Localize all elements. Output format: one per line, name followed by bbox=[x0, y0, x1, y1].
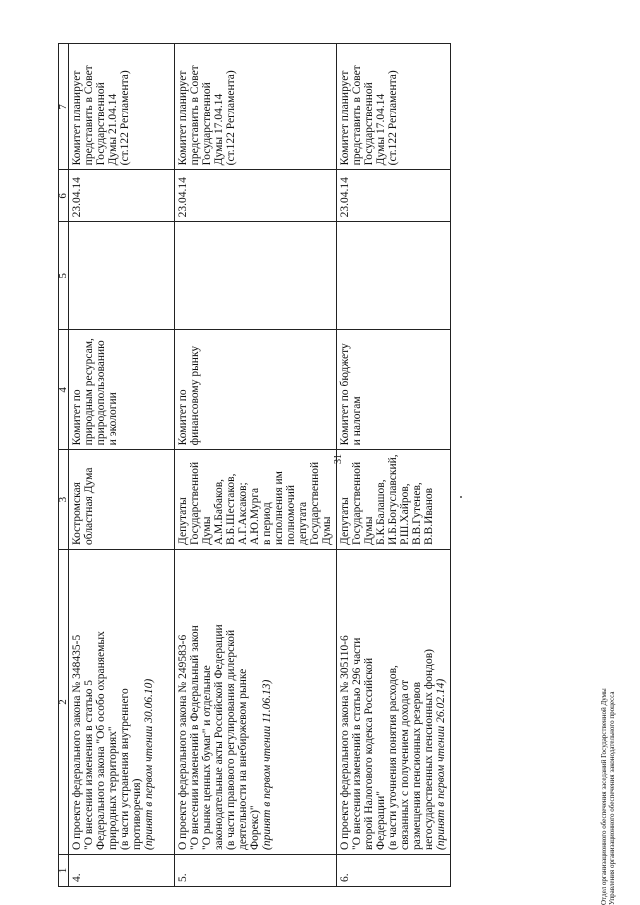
header-col-5: 5 bbox=[59, 222, 69, 330]
initiator-line: депутата bbox=[297, 501, 309, 545]
committee-note-line: Комитет планирует bbox=[339, 70, 351, 166]
scan-dot bbox=[460, 496, 462, 498]
bill-description-line: (в части уточнения понятия расходов, bbox=[387, 665, 399, 850]
committee-note-line: представить в Совет bbox=[189, 65, 201, 166]
bill-description-line: "О внесении изменений в статью 296 части bbox=[351, 637, 363, 850]
committee-note-line: Думы 17.04.14 bbox=[375, 93, 387, 166]
committee-line: Комитет по бюджету bbox=[339, 343, 351, 446]
footer bbox=[600, 688, 616, 905]
committee-note-line: Комитет планирует bbox=[177, 70, 189, 166]
committee-line: и налогам bbox=[351, 396, 363, 446]
row-number: 4. bbox=[69, 855, 175, 887]
committee bbox=[337, 330, 451, 450]
committee-line: природным ресурсам, bbox=[83, 338, 95, 446]
committee-note-line: Думы 17.04.14 bbox=[213, 93, 225, 166]
bill-description-line: "О рынке ценных бумаг" и отдельные bbox=[201, 665, 213, 850]
header-col-3: 3 bbox=[59, 450, 69, 550]
date: 23.04.14 bbox=[69, 170, 175, 222]
initiator-line: В.Б.Шестаков, bbox=[225, 473, 237, 545]
initiator-line: А.Г.Аксаков; bbox=[237, 482, 249, 545]
initiator-line: В.В.Гутенев, bbox=[411, 482, 423, 545]
bill-description-line: второй Налогового кодекса Российской bbox=[363, 657, 375, 850]
initiator bbox=[69, 450, 175, 550]
committee-note-line: (ст.122 Регламента) bbox=[225, 70, 237, 166]
committee-note-line: Думы 21.04.14 bbox=[107, 93, 119, 166]
initiator-line: А.М.Бабаков, bbox=[213, 478, 225, 545]
row-number: 5. bbox=[175, 855, 337, 887]
table-row bbox=[337, 44, 451, 887]
first-reading-note: (принят в первом чтении 30.06.10) bbox=[143, 678, 155, 850]
initiator-line: Государственной bbox=[309, 461, 321, 545]
bill-description bbox=[175, 550, 337, 855]
initiator bbox=[337, 450, 451, 550]
col-5-empty bbox=[175, 222, 337, 330]
bill-description-line: О проекте федерального закона № 348435-5 bbox=[71, 634, 83, 850]
committee-line: природопользованию bbox=[95, 340, 107, 446]
initiator-line: Р.Ш.Хайров, bbox=[399, 483, 411, 545]
table-row bbox=[69, 44, 175, 887]
bill-description-line: законодательные акты Российской Федерации bbox=[213, 624, 225, 850]
header-row bbox=[59, 44, 69, 887]
bill-description bbox=[69, 550, 175, 855]
header-col-4: 4 bbox=[59, 330, 69, 450]
page-number: 31 bbox=[333, 454, 344, 464]
bill-description-line: (в части правового регулирования дилерской bbox=[225, 629, 237, 850]
footer-line: Управления организационного обеспечения законодательного процесса bbox=[608, 691, 616, 905]
committee-note bbox=[69, 44, 175, 170]
header-col-7: 7 bbox=[59, 44, 69, 170]
bill-description-line: Федерации" bbox=[375, 790, 387, 850]
bill-description-line: противоречия) bbox=[131, 778, 143, 850]
committee bbox=[69, 330, 175, 450]
date: 23.04.14 bbox=[175, 170, 337, 222]
bill-description-line: природных территориях" bbox=[107, 726, 119, 850]
bill-description-line: О проекте федерального закона № 305110-6 bbox=[339, 635, 351, 850]
committee-line: и экологии bbox=[107, 392, 119, 446]
initiator-line: Думы bbox=[321, 516, 333, 545]
legislation-table bbox=[58, 43, 451, 887]
date: 23.04.14 bbox=[337, 170, 451, 222]
committee-note-line: Государственной bbox=[363, 82, 375, 166]
bill-description-line: размещения пенсионных резервов bbox=[411, 681, 423, 850]
bill-description-line: Федерального закона "Об особо охраняемых bbox=[95, 631, 107, 850]
committee-line: Комитет по bbox=[177, 389, 189, 446]
bill-description-line: негосударственных пенсионных фондов) bbox=[423, 649, 435, 850]
initiator-line: А.Ю.Мурга bbox=[249, 487, 261, 545]
initiator-line: Депутаты bbox=[339, 497, 351, 545]
committee-note bbox=[175, 44, 337, 170]
committee-note-line: (ст.122 Регламента) bbox=[387, 70, 399, 166]
first-reading-note: (принят в первом чтении 26.02.14) bbox=[435, 678, 447, 850]
header-col-1: 1 bbox=[59, 855, 69, 887]
committee-note-line: Комитет планирует bbox=[71, 70, 83, 166]
bill-description-line: (в части устранения внутреннего bbox=[119, 688, 131, 850]
header-col-6: 6 bbox=[59, 170, 69, 222]
bill-description-line: связанных с получением дохода от bbox=[399, 679, 411, 850]
bill-description-line: Форекс)" bbox=[249, 805, 261, 850]
bill-description bbox=[337, 550, 451, 855]
initiator-line: В.В.Иванов bbox=[423, 487, 435, 545]
initiator-line: Думы bbox=[363, 516, 375, 545]
initiator-line: полномочий bbox=[285, 485, 297, 545]
initiator-line: Государственной bbox=[189, 461, 201, 545]
committee-line: Комитет по bbox=[71, 389, 83, 446]
table-row bbox=[175, 44, 337, 887]
committee-note bbox=[337, 44, 451, 170]
footer-line: Отдел организационного обеспечения заседаний Государственной Думы bbox=[600, 688, 608, 905]
row-number: 6. bbox=[337, 855, 451, 887]
header-col-2: 2 bbox=[59, 550, 69, 855]
initiator-line: Депутаты bbox=[177, 497, 189, 545]
col-5-empty bbox=[337, 222, 451, 330]
initiator-line: исполнения им bbox=[273, 471, 285, 545]
committee-line: финансовому рынку bbox=[189, 345, 201, 446]
bill-description-line: "О внесении изменений в Федеральный закон bbox=[189, 625, 201, 850]
initiator-line: Б.К.Балашов, bbox=[375, 479, 387, 545]
initiator-line: Государственной bbox=[351, 461, 363, 545]
committee-note-line: представить в Совет bbox=[351, 65, 363, 166]
committee-note-line: Государственной bbox=[95, 82, 107, 166]
committee-note-line: (ст.122 Регламента) bbox=[119, 70, 131, 166]
bill-description-line: О проекте федерального закона № 249583-6 bbox=[177, 634, 189, 850]
col-5-empty bbox=[69, 222, 175, 330]
initiator-line: И.Б.Богуславский, bbox=[387, 454, 399, 545]
first-reading-note: (принят в первом чтении 11.06.13) bbox=[261, 679, 273, 850]
initiator-line: в период bbox=[261, 502, 273, 545]
bill-description-line: деятельности на внебиржевом рынке bbox=[237, 668, 249, 850]
initiator-line: Думы bbox=[201, 516, 213, 545]
committee-note-line: представить в Совет bbox=[83, 65, 95, 166]
initiator bbox=[175, 450, 337, 550]
initiator-line: Костромская bbox=[71, 482, 83, 545]
committee-note-line: Государственной bbox=[201, 82, 213, 166]
committee bbox=[175, 330, 337, 450]
bill-description-line: "О внесении изменения в статью 5 bbox=[83, 679, 95, 850]
initiator-line: областная Дума bbox=[83, 467, 95, 545]
